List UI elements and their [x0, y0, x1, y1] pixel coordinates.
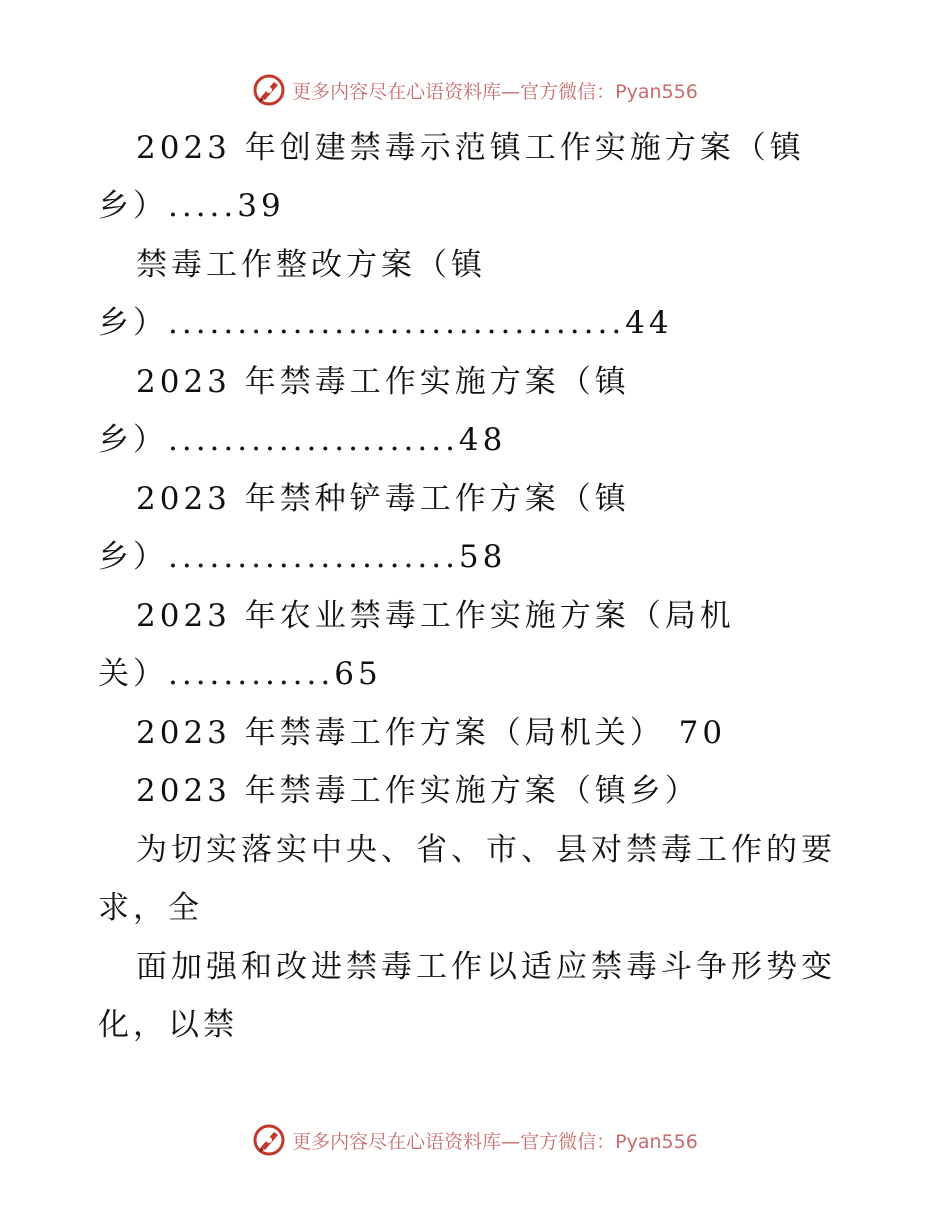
- paragraph-line: 化，以禁: [98, 1007, 238, 1043]
- toc-entry-line: 乡）.....39: [98, 188, 285, 224]
- toc-entry-line: 乡）.....................48: [98, 422, 507, 458]
- paragraph-line: 为切实落实中央、省、市、县对禁毒工作的要: [136, 832, 836, 868]
- paragraph-line: 求，全: [98, 890, 203, 926]
- toc-entry-line: 2023 年创建禁毒示范镇工作实施方案（镇: [136, 130, 805, 166]
- toc-entry-line: 关）............65: [98, 656, 382, 692]
- paragraph-line: 面加强和改进禁毒工作以适应禁毒斗争形势变: [136, 949, 836, 985]
- pen-logo-icon: [252, 1123, 286, 1157]
- toc-entry-line: 乡）.....................58: [98, 539, 507, 575]
- section-title: 2023 年禁毒工作实施方案（镇乡）: [136, 773, 700, 809]
- toc-entry-line: 2023 年农业禁毒工作实施方案（局机: [136, 598, 735, 634]
- watermark-text: 更多内容尽在心语资料库—官方微信：Pyan556: [292, 1130, 698, 1153]
- watermark-text: 更多内容尽在心语资料库—官方微信：Pyan556: [292, 80, 698, 103]
- watermark-group: [252, 1123, 698, 1157]
- toc-entry-line: 乡）.................................44: [98, 305, 673, 341]
- toc-entry-line: 禁毒工作整改方案（镇: [136, 247, 486, 283]
- footer-watermark: [0, 1120, 950, 1160]
- toc-entry-line: 2023 年禁种铲毒工作方案（镇: [136, 481, 630, 517]
- toc-entry-line: 2023 年禁毒工作方案（局机关） 70: [136, 715, 727, 751]
- toc-entry-line: 2023 年禁毒工作实施方案（镇: [136, 364, 630, 400]
